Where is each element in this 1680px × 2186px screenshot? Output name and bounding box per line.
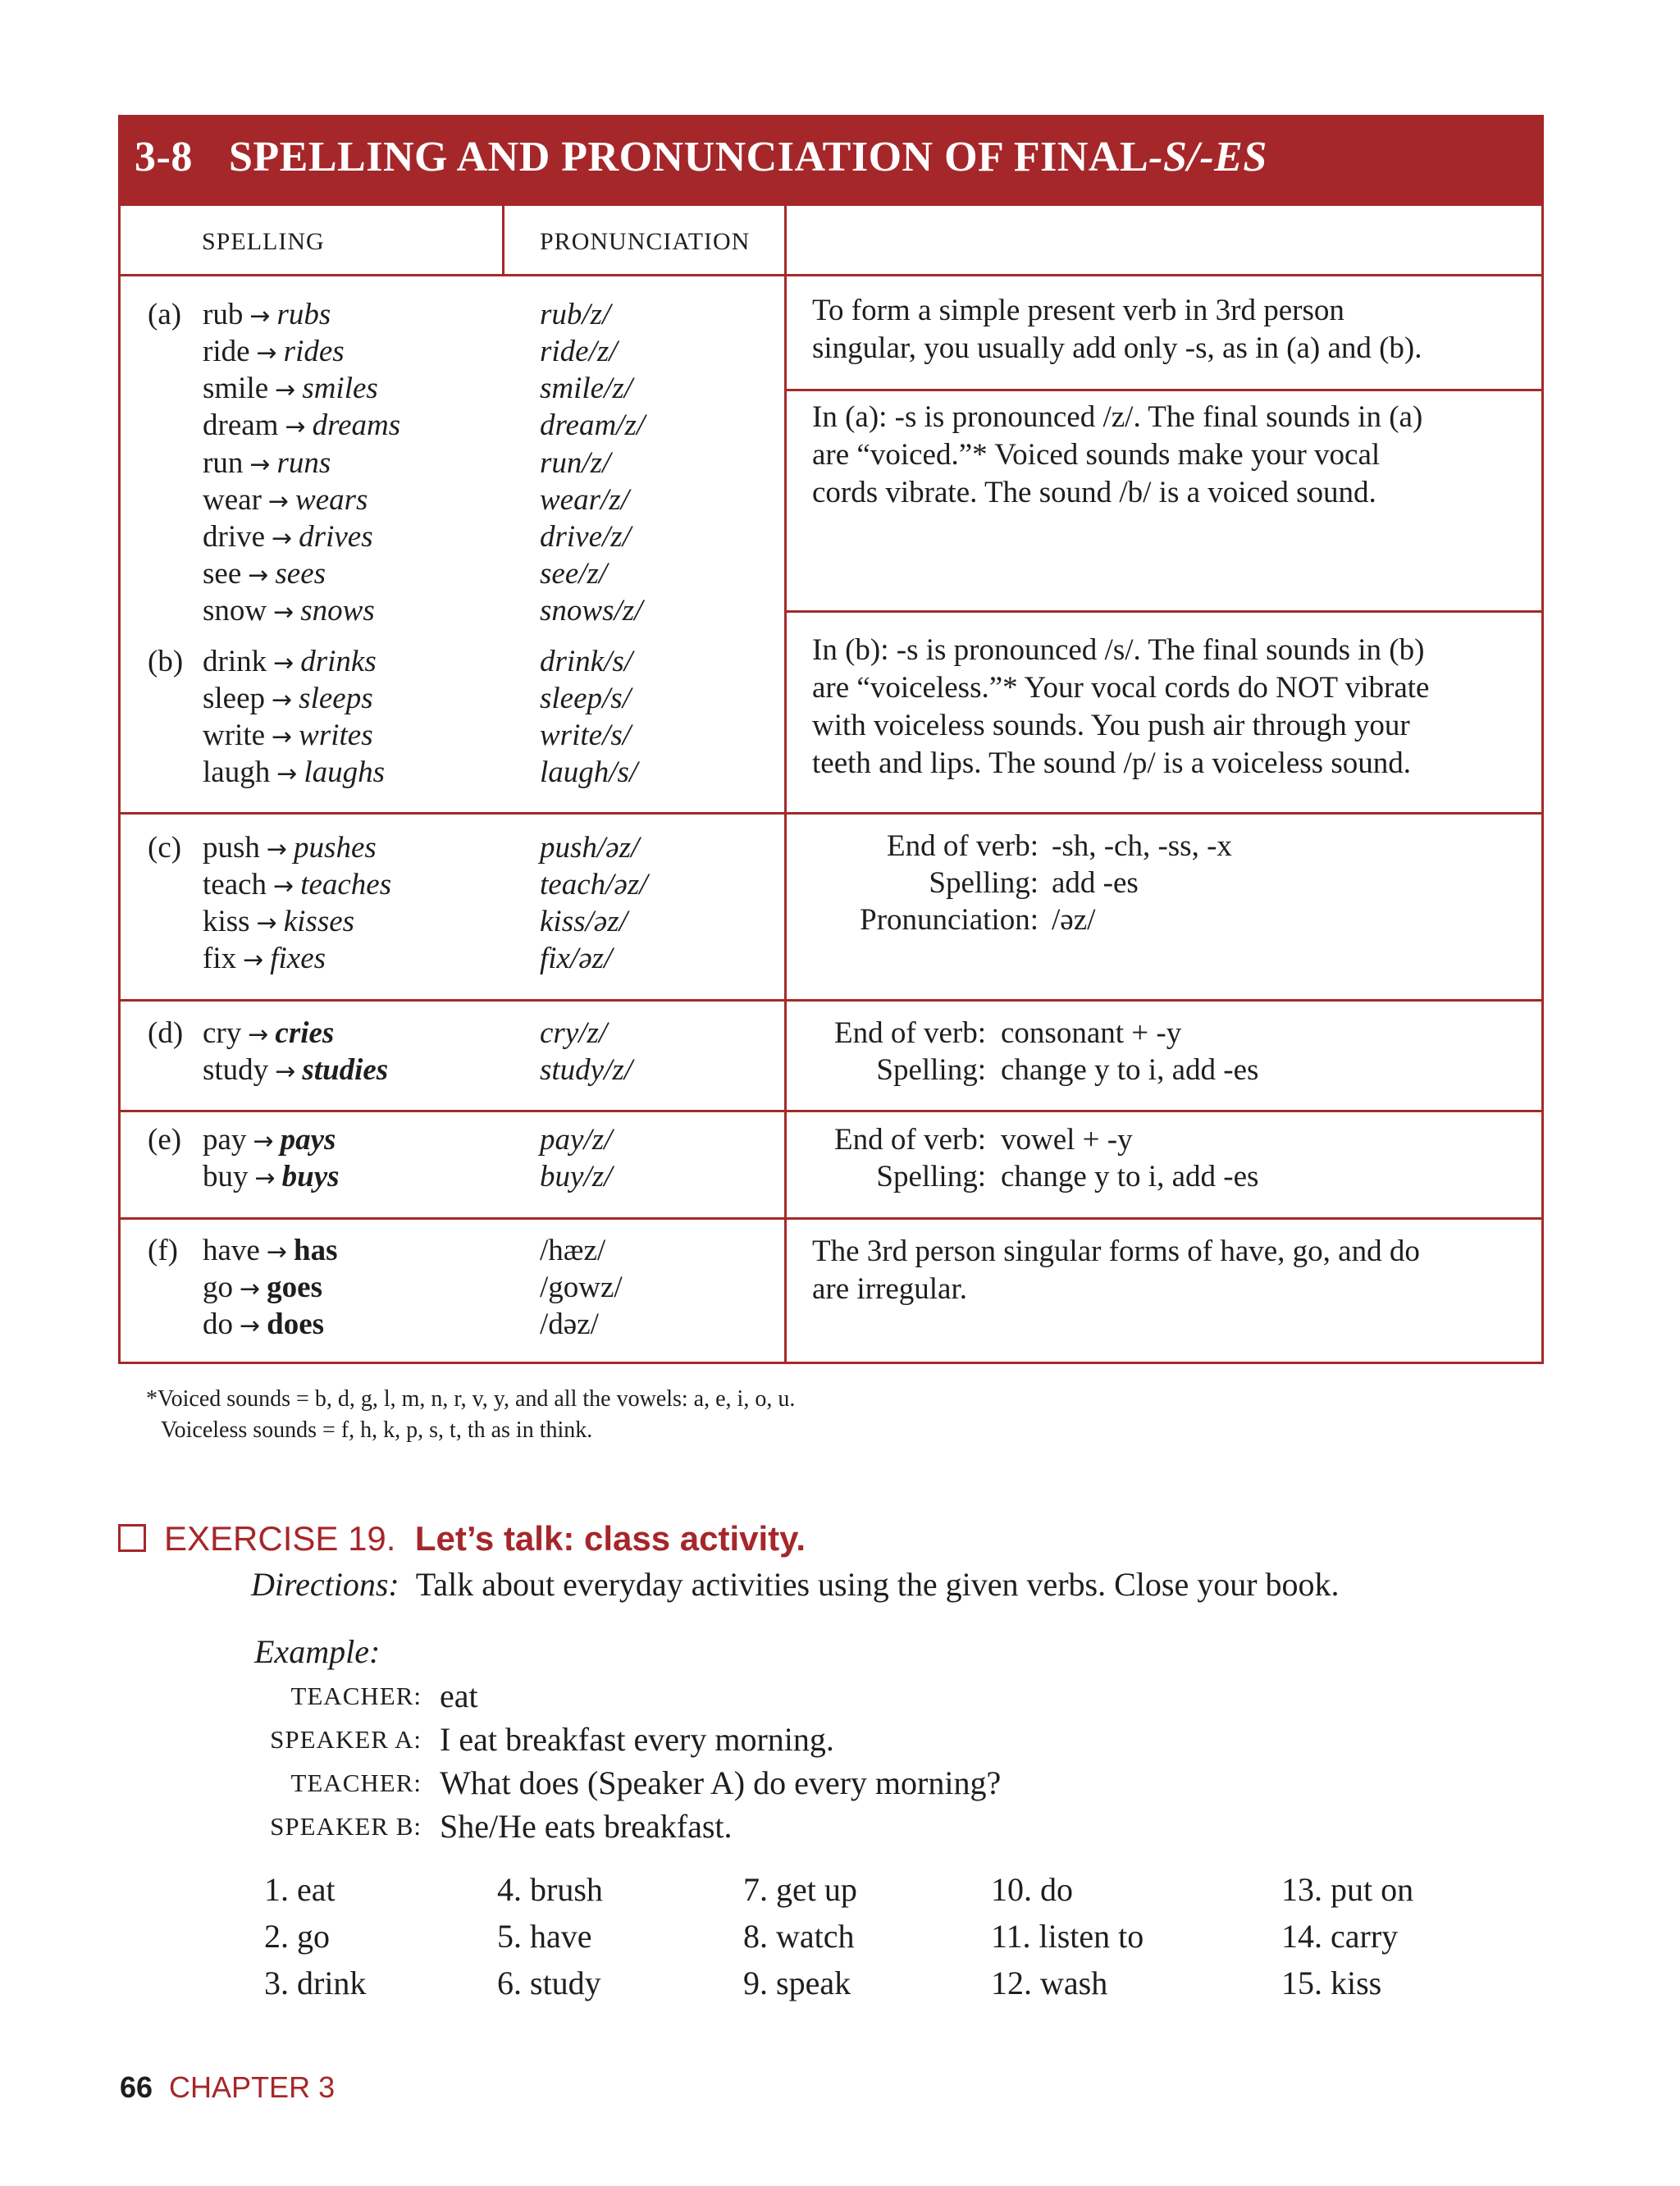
base-verb: laugh: [203, 755, 271, 789]
spelling-cell: [203, 334, 345, 369]
chart-title: [135, 133, 1267, 181]
verb-form: runs: [276, 446, 331, 480]
list-item: 10. do: [991, 1871, 1073, 1908]
pronunciation-cell: snows/z/: [540, 594, 643, 628]
section-divider-c: [118, 812, 1544, 815]
list-item: 15. kiss: [1281, 1965, 1382, 2001]
dialog-line: She/He eats breakfast.: [440, 1808, 733, 1845]
arrow-icon: →: [248, 1020, 269, 1049]
arrow-icon: →: [273, 649, 294, 678]
spelling-cell: [203, 371, 378, 406]
verb-form: buys: [281, 1160, 340, 1193]
verb-form: drives: [299, 520, 373, 554]
chart-number: 3-8: [135, 134, 193, 180]
arrow-icon: →: [248, 561, 269, 590]
list-item: 14. carry: [1281, 1918, 1399, 1955]
base-verb: push: [203, 831, 260, 865]
spelling-cell: [203, 482, 368, 518]
base-verb: go: [203, 1271, 233, 1304]
page-footer: [120, 2070, 335, 2105]
spelling-cell: [203, 297, 331, 332]
list-item: 6. study: [497, 1965, 601, 2001]
pronunciation-cell: teach/əz/: [540, 868, 648, 901]
pronunciation-cell: dream/z/: [540, 408, 646, 442]
arrow-icon: →: [273, 598, 294, 627]
row-label: (b): [148, 645, 184, 678]
arrow-icon: →: [276, 760, 298, 788]
base-verb: ride: [203, 335, 250, 368]
speaker: TEACHER:: [290, 1682, 422, 1710]
dialog-line: What does (Speaker A) do every morning?: [440, 1764, 1002, 1801]
arrow-icon: →: [249, 302, 271, 331]
pronunciation-cell: /dəz/: [540, 1307, 599, 1341]
base-verb: study: [203, 1053, 269, 1087]
chart-title-bar: [118, 115, 1544, 206]
list-item: 13. put on: [1281, 1871, 1414, 1908]
spelling-cell: [203, 904, 354, 939]
verb-form: rides: [283, 335, 345, 368]
verb-form: drinks: [300, 645, 377, 678]
verb-form: sleeps: [299, 682, 373, 715]
list-item: 5. have: [497, 1918, 592, 1955]
pronunciation-cell: study/z/: [540, 1053, 633, 1087]
pronunciation-cell: /hæz/: [540, 1234, 606, 1267]
base-verb: wear: [203, 483, 262, 517]
example-label: Example:: [254, 1633, 381, 1670]
arrow-icon: →: [273, 872, 294, 901]
base-verb: buy: [203, 1160, 249, 1193]
spelling-cell: [203, 718, 373, 753]
spelling-cell: [203, 681, 373, 716]
base-verb: see: [203, 557, 242, 591]
pronunciation-cell: buy/z/: [540, 1160, 613, 1193]
pronunciation-cell: drive/z/: [540, 520, 631, 554]
rule-value: change y to i, add -es: [1001, 1053, 1259, 1087]
dialog-line: eat: [440, 1677, 478, 1714]
verb-form: wears: [295, 483, 368, 517]
rule-key: Spelling:: [876, 1160, 986, 1193]
arrow-icon: →: [240, 1312, 261, 1340]
explanation-b: In (b): -s is pronounced /s/. The final sounds in (b) are “voiceless.”* Your vocal cords do NOT vibrate with voiceless sounds. You push air through your teeth and lips. The sound /p/ is a voiceless sound.: [812, 633, 1430, 780]
pronunciation-cell: cry/z/: [540, 1016, 608, 1050]
footnote-voiceless: Voiceless sounds = f, h, k, p, s, t, th as in think.: [161, 1417, 593, 1443]
row-label: (d): [148, 1016, 184, 1050]
main-col-divider: [784, 206, 787, 1364]
pronunciation-cell: fix/əz/: [540, 942, 613, 975]
row-label: (e): [148, 1123, 182, 1157]
base-verb: sleep: [203, 682, 266, 715]
spelling-cell: [203, 1270, 322, 1305]
speaker: TEACHER:: [290, 1768, 422, 1797]
spelling-cell: [203, 1233, 337, 1268]
spelling-cell: [203, 1015, 334, 1051]
exercise-heading: [118, 1519, 806, 1558]
rule-key: Pronunciation:: [860, 903, 1039, 937]
arrow-icon: →: [253, 1127, 274, 1156]
spelling-cell: [203, 830, 377, 865]
rule-value: add -es: [1052, 866, 1139, 900]
base-verb: do: [203, 1307, 233, 1341]
explanation-a2: In (a): -s is pronounced /z/. The final sounds in (a) are “voiced.”* Voiced sounds make your vocal cords vibrate. The sound /b/ is a voiced sound.: [812, 400, 1423, 509]
chapter-label: CHAPTER 3: [169, 2070, 336, 2104]
spelling-cell: [203, 445, 331, 481]
list-item: 11. listen to: [991, 1918, 1144, 1955]
list-item: 4. brush: [497, 1871, 603, 1908]
header-col-divider: [502, 206, 504, 275]
explanation-f: The 3rd person singular forms of have, go, and do are irregular.: [812, 1234, 1420, 1306]
spelling-cell: [203, 941, 326, 976]
arrow-icon: →: [249, 450, 271, 479]
list-item: 12. wash: [991, 1965, 1108, 2001]
verb-form: writes: [299, 719, 373, 752]
verb-form: laughs: [304, 755, 386, 789]
rule-key: End of verb:: [887, 829, 1039, 863]
verb-form: fixes: [270, 942, 326, 975]
directions: [251, 1565, 1340, 1604]
chart-title-suffix: -S/-ES: [1148, 134, 1267, 180]
speaker: SPEAKER A:: [270, 1725, 422, 1754]
pronunciation-cell: sleep/s/: [540, 682, 631, 715]
rule-value: consonant + -y: [1001, 1016, 1182, 1050]
spelling-cell: [203, 556, 326, 591]
arrow-icon: →: [272, 686, 293, 714]
base-verb: kiss: [203, 905, 250, 938]
base-verb: have: [203, 1234, 260, 1267]
verb-form: has: [294, 1234, 338, 1267]
list-item: 1. eat: [264, 1871, 336, 1908]
list-item: 2. go: [264, 1918, 330, 1955]
spelling-cell: [203, 1122, 336, 1157]
rule-value: /əz/: [1052, 903, 1096, 937]
arrow-icon: →: [256, 339, 277, 367]
row-label: (a): [148, 298, 182, 331]
list-item: 3. drink: [264, 1965, 367, 2001]
arrow-icon: →: [285, 413, 306, 441]
pronunciation-cell: see/z/: [540, 557, 608, 591]
page-number: 66: [120, 2070, 153, 2104]
pronunciation-cell: drink/s/: [540, 645, 633, 678]
spelling-cell: [203, 593, 375, 628]
base-verb: run: [203, 446, 244, 480]
rule-key: Spelling:: [929, 866, 1039, 900]
list-item: 7. get up: [743, 1871, 857, 1908]
verb-form: snows: [300, 594, 375, 628]
directions-label: Directions:: [251, 1566, 399, 1603]
verb-form: goes: [267, 1271, 322, 1304]
list-item: 8. watch: [743, 1918, 855, 1955]
arrow-icon: →: [266, 1238, 287, 1266]
spelling-cell: [203, 408, 400, 443]
verb-form: dreams: [312, 408, 401, 442]
base-verb: drink: [203, 645, 267, 678]
checkbox-icon[interactable]: [118, 1524, 146, 1552]
base-verb: smile: [203, 372, 269, 405]
arrow-icon: →: [272, 723, 293, 751]
exercise-title: Let’s talk: class activity.: [414, 1519, 806, 1558]
verb-form: kisses: [283, 905, 355, 938]
rule-value: -sh, -ch, -ss, -x: [1052, 829, 1232, 863]
arrow-icon: →: [275, 376, 296, 404]
pronunciation-cell: push/əz/: [540, 831, 640, 865]
row-label: (f): [148, 1234, 178, 1267]
spelling-cell: [203, 644, 377, 679]
section-divider-f: [118, 1217, 1544, 1220]
arrow-icon: →: [254, 1164, 276, 1193]
rule-key: End of verb:: [834, 1016, 986, 1050]
rule-key: Spelling:: [876, 1053, 986, 1087]
spelling-cell: [203, 1307, 324, 1342]
base-verb: pay: [203, 1123, 247, 1157]
rule-key: End of verb:: [834, 1123, 986, 1157]
explanation-divider-2: [784, 610, 1544, 613]
base-verb: dream: [203, 408, 279, 442]
arrow-icon: →: [267, 487, 290, 516]
verb-form: teaches: [300, 868, 392, 901]
verb-form: sees: [275, 557, 326, 591]
arrow-icon: →: [240, 1275, 261, 1303]
verb-form: pays: [280, 1123, 336, 1157]
explanation-a1: To form a simple present verb in 3rd person singular, you usually add only -s, as in (a) and (b).: [812, 294, 1422, 365]
rule-value: vowel + -y: [1001, 1123, 1133, 1157]
rule-value: change y to i, add -es: [1001, 1160, 1259, 1193]
arrow-icon: →: [272, 524, 293, 553]
pronunciation-cell: run/z/: [540, 446, 611, 480]
spelling-cell: [203, 519, 373, 554]
arrow-icon: →: [275, 1057, 296, 1086]
base-verb: rub: [203, 298, 244, 331]
row-label: (c): [148, 831, 182, 865]
pronunciation-cell: smile/z/: [540, 372, 633, 405]
verb-form: studies: [302, 1053, 389, 1087]
footnote-voiced: *Voiced sounds = b, d, g, l, m, n, r, v, y, and all the vowels: a, e, i, o, u.: [146, 1386, 796, 1412]
spelling-cell: [203, 867, 391, 902]
explanation-divider-1: [784, 389, 1544, 391]
list-item: 9. speak: [743, 1965, 851, 2001]
pronunciation-cell: pay/z/: [540, 1123, 613, 1157]
verb-form: cries: [275, 1016, 335, 1050]
pronunciation-cell: laugh/s/: [540, 755, 638, 789]
spelling-cell: [203, 755, 385, 790]
verb-form: does: [267, 1307, 325, 1341]
header-spelling: SPELLING: [202, 228, 325, 255]
verb-form: rubs: [276, 298, 331, 331]
base-verb: drive: [203, 520, 266, 554]
base-verb: write: [203, 719, 266, 752]
arrow-icon: →: [243, 946, 264, 974]
arrow-icon: →: [256, 909, 277, 938]
base-verb: cry: [203, 1016, 242, 1050]
exercise-number: EXERCISE 19.: [164, 1519, 396, 1558]
dialog-line: I eat breakfast every morning.: [440, 1721, 834, 1758]
directions-text: Talk about everyday activities using the given verbs. Close your book.: [415, 1566, 1340, 1603]
base-verb: teach: [203, 868, 267, 901]
speaker: SPEAKER B:: [270, 1812, 422, 1841]
pronunciation-cell: ride/z/: [540, 335, 618, 368]
spelling-cell: [203, 1052, 388, 1088]
verb-form: smiles: [302, 372, 378, 405]
arrow-icon: →: [266, 835, 288, 864]
section-divider-e: [118, 1110, 1544, 1112]
header-pronunciation: PRONUNCIATION: [540, 228, 751, 255]
pronunciation-cell: rub/z/: [540, 298, 611, 331]
verb-form: pushes: [294, 831, 377, 865]
chart-title-text: SPELLING AND PRONUNCIATION OF FINAL: [229, 134, 1149, 180]
section-divider-d: [118, 999, 1544, 1002]
pronunciation-cell: /gowz/: [540, 1271, 623, 1304]
pronunciation-cell: kiss/əz/: [540, 905, 628, 938]
pronunciation-cell: write/s/: [540, 719, 632, 752]
spelling-cell: [203, 1159, 340, 1194]
header-divider: [118, 274, 1544, 276]
base-verb: fix: [203, 942, 237, 975]
base-verb: snow: [203, 594, 267, 628]
pronunciation-cell: wear/z/: [540, 483, 629, 517]
